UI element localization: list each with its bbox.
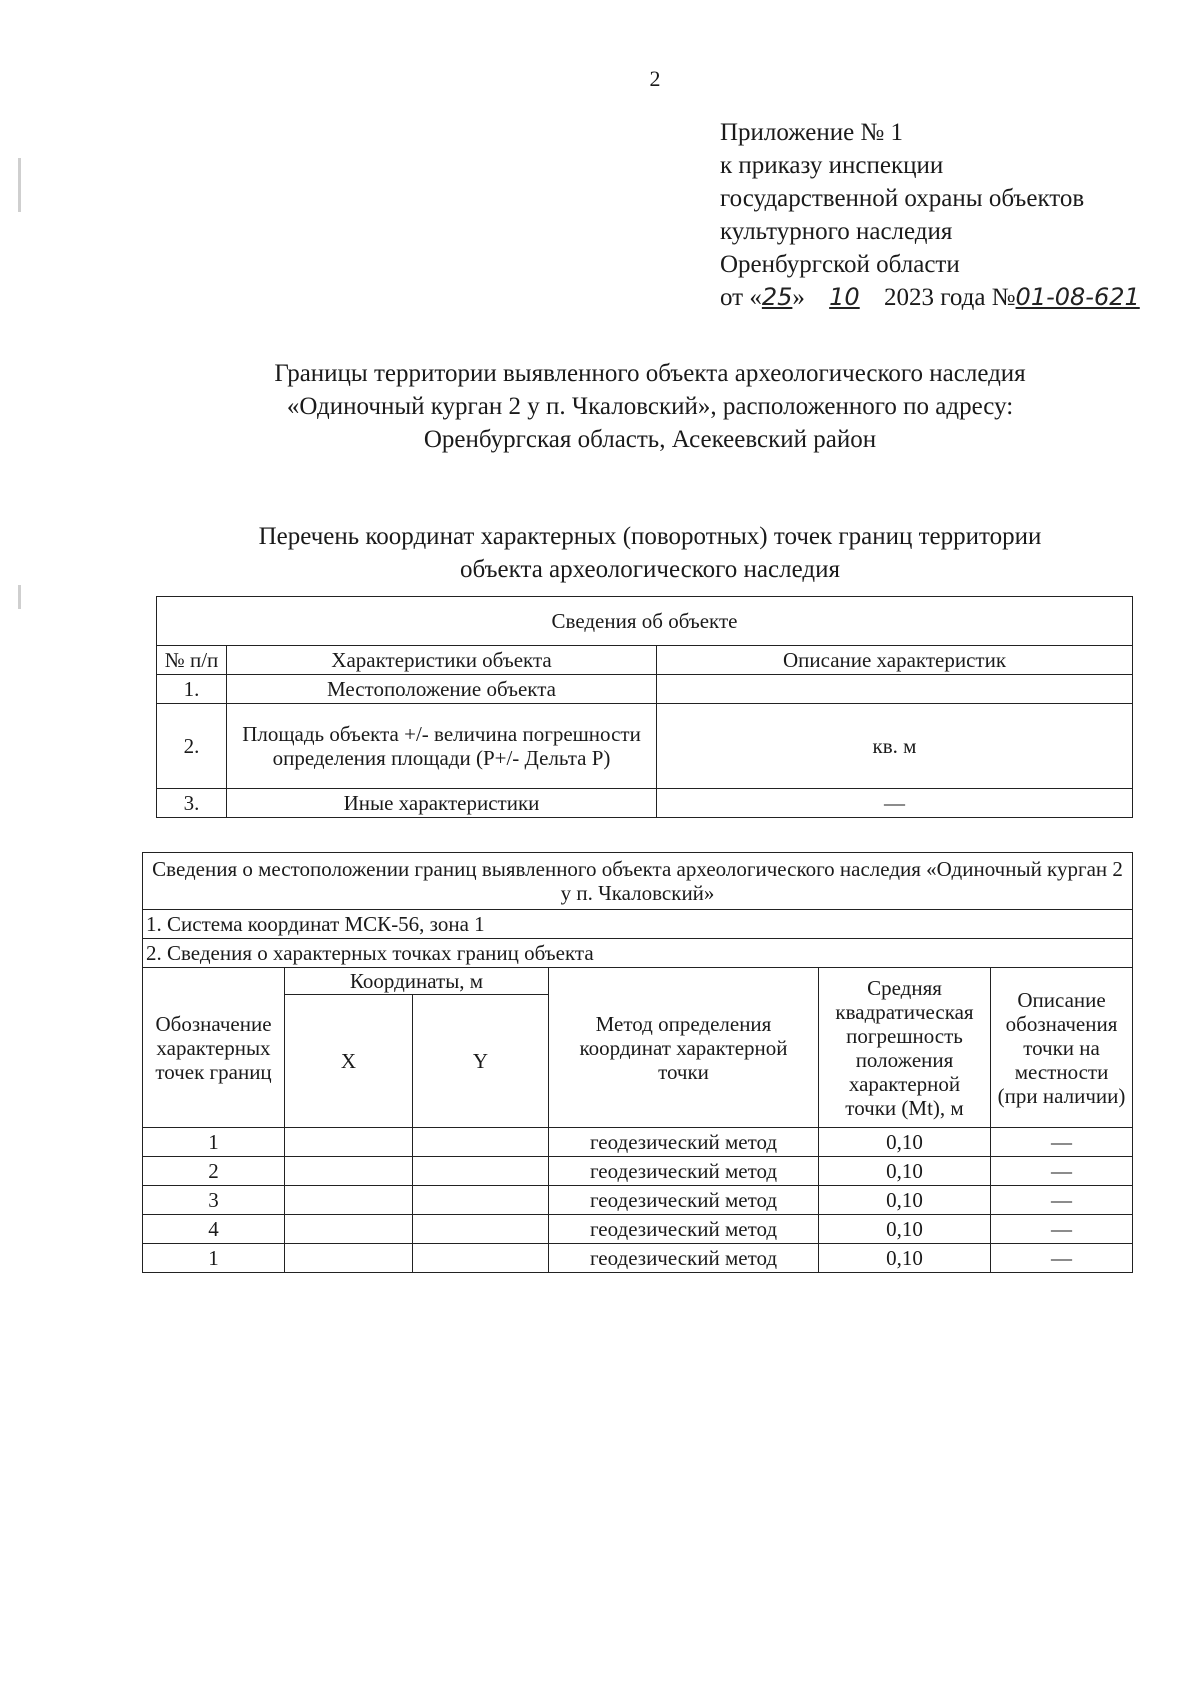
title-line: Границы территории выявленного объекта археологического наследия: [274, 360, 1026, 387]
header-x: X: [285, 995, 413, 1128]
date-year: 2023 года №: [877, 284, 1016, 311]
object-table-caption: Сведения об объекте: [157, 597, 1133, 646]
date-prefix: от «: [720, 284, 762, 311]
point-method: геодезический метод: [549, 1157, 819, 1186]
row-value: кв. м: [657, 704, 1133, 789]
point-id: 2: [143, 1157, 285, 1186]
scan-artifact: [18, 158, 21, 212]
row-number: 2.: [157, 704, 227, 789]
point-id: 1: [143, 1128, 285, 1157]
header-coordinates: Координаты, м: [285, 968, 549, 995]
point-method: геодезический метод: [549, 1128, 819, 1157]
point-error: 0,10: [819, 1128, 991, 1157]
point-error: 0,10: [819, 1186, 991, 1215]
point-id: 1: [143, 1244, 285, 1273]
date-mid: »: [792, 284, 812, 311]
boundary-points-table: [142, 852, 1133, 1273]
row-number: 1.: [157, 675, 227, 704]
appendix-date-line: [720, 281, 1140, 314]
point-y: [413, 1128, 549, 1157]
point-description: —: [991, 1128, 1133, 1157]
header-error: Средняя квадратическая погрешность положения характерной точки (Mt), м: [819, 968, 991, 1128]
point-x: [285, 1215, 413, 1244]
table-row: [143, 1128, 1133, 1157]
table-row: [143, 1244, 1133, 1273]
point-description: —: [991, 1186, 1133, 1215]
appendix-line: к приказу инспекции: [720, 152, 944, 179]
list-title-line: Перечень координат характерных (поворотных) точек границ территории: [258, 523, 1042, 550]
row-value: —: [657, 789, 1133, 818]
point-error: 0,10: [819, 1157, 991, 1186]
handwritten-order-number: 01-08-621: [1015, 283, 1140, 311]
point-error: 0,10: [819, 1215, 991, 1244]
point-y: [413, 1157, 549, 1186]
header-cell: Описание характеристик: [657, 646, 1133, 675]
header-method: Метод определения координат характерной точки: [549, 968, 819, 1128]
title-line: «Одиночный курган 2 у п. Чкаловский», расположенного по адресу:: [286, 393, 1014, 420]
point-x: [285, 1128, 413, 1157]
header-cell: Характеристики объекта: [227, 646, 657, 675]
table-row: [157, 704, 1133, 789]
point-method: геодезический метод: [549, 1215, 819, 1244]
header-y: Y: [413, 995, 549, 1128]
point-y: [413, 1215, 549, 1244]
row-name: Иные характеристики: [227, 789, 657, 818]
point-description: —: [991, 1157, 1133, 1186]
page-number: 2: [649, 66, 661, 91]
point-id: 3: [143, 1186, 285, 1215]
coordinate-system: 1. Система координат МСК-56, зона 1: [143, 910, 1133, 939]
table-row: [143, 1186, 1133, 1215]
point-x: [285, 1157, 413, 1186]
point-x: [285, 1186, 413, 1215]
handwritten-day: 25: [761, 283, 793, 311]
point-description: —: [991, 1244, 1133, 1273]
object-info-table: [156, 596, 1133, 818]
list-title: [150, 520, 1150, 586]
header-designation: Обозначение характерных точек границ: [143, 968, 285, 1128]
point-x: [285, 1244, 413, 1273]
list-title-line: объекта археологического наследия: [460, 556, 840, 583]
point-y: [413, 1186, 549, 1215]
point-y: [413, 1244, 549, 1273]
appendix-block: [720, 116, 1140, 314]
appendix-line: Оренбургской области: [720, 251, 960, 278]
handwritten-month: 10: [829, 283, 860, 311]
point-id: 4: [143, 1215, 285, 1244]
scan-artifact: [18, 585, 21, 609]
table-row: [143, 1157, 1133, 1186]
row-value: [657, 675, 1133, 704]
row-name: Местоположение объекта: [227, 675, 657, 704]
header-description: Описание обозначения точки на местности (при наличии): [991, 968, 1133, 1128]
point-description: —: [991, 1215, 1133, 1244]
point-method: геодезический метод: [549, 1186, 819, 1215]
table-row: [157, 789, 1133, 818]
table-row: [143, 1215, 1133, 1244]
appendix-line: культурного наследия: [720, 218, 953, 245]
header-cell: № п/п: [157, 646, 227, 675]
point-method: геодезический метод: [549, 1244, 819, 1273]
row-name: Площадь объекта +/- величина погрешности определения площади (P+/- Дельта P): [227, 704, 657, 789]
points-section-title: 2. Сведения о характерных точках границ объекта: [143, 939, 1133, 968]
appendix-line: Приложение № 1: [720, 119, 904, 146]
point-error: 0,10: [819, 1244, 991, 1273]
document-title: [150, 357, 1150, 456]
table-row: [157, 675, 1133, 704]
appendix-line: государственной охраны объектов: [720, 185, 1085, 212]
row-number: 3.: [157, 789, 227, 818]
location-table-caption: Сведения о местоположении границ выявленного объекта археологического наследия «Одиночный курган 2 у п. Чкаловский»: [143, 853, 1133, 910]
title-line: Оренбургская область, Асекеевский район: [423, 426, 877, 453]
